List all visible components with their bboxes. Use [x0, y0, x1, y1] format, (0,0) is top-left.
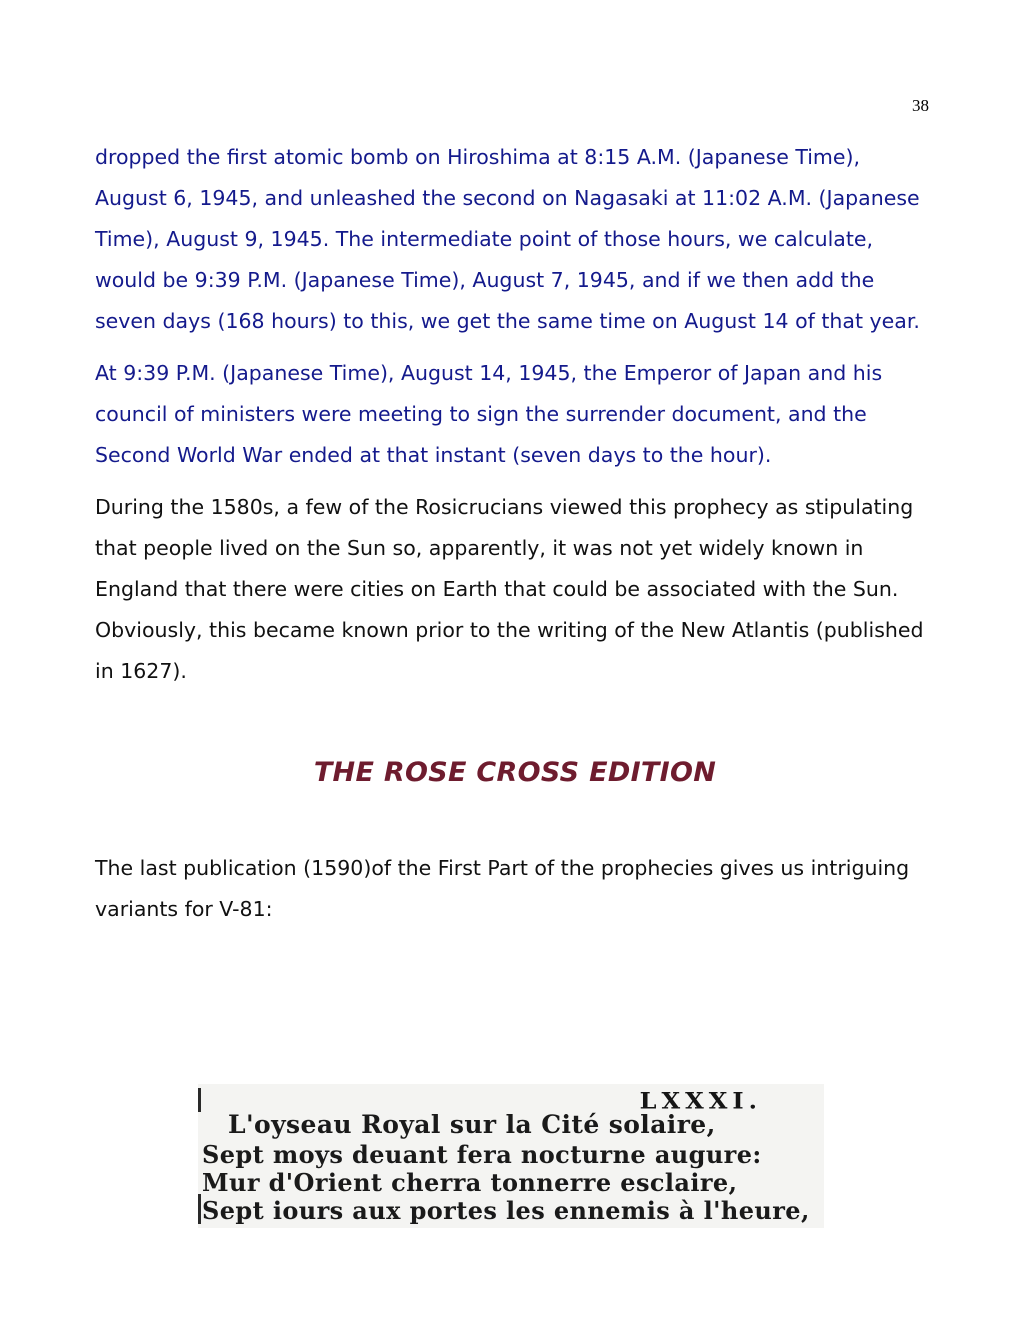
paragraph-last-publication: The last publication (1590)of the First Part of the prophecies gives us intriguing variants for V-81:	[95, 856, 910, 921]
paragraph-rosicrucians: During the 1580s, a few of the Rosicrucians viewed this prophecy as stipulating that people lived on the Sun so, apparently, it was not yet widely known in England that there were cities on Earth that could be associated with the Sun. Obviously, this became known prior to the writing of the New Atlantis (published in 1627).	[95, 495, 924, 683]
quatrain-line-1: L'oyseau Royal sur la Cité solaire,	[228, 1110, 716, 1139]
quatrain-scan-image	[198, 1084, 824, 1228]
margin-mark	[198, 1088, 201, 1112]
document-body	[95, 137, 935, 930]
quatrain-line-3: Mur d'Orient cherra tonnerre esclaire,	[202, 1168, 738, 1197]
paragraph-atomic-bombs: dropped the first atomic bomb on Hiroshima at 8:15 A.M. (Japanese Time), August 6, 1945, and unleashed the second on Nagasaki at 11:02 A.M. (Japanese Time), August 9, 1945. The intermediate point of those hours, we calculate, would be 9:39 P.M. (Japanese Time), August 7, 1945, and if we then add the seven days (168 hours) to this, we get the same time on August 14 of that year.	[95, 145, 920, 333]
quatrain-line-2: Sept moys deuant fera nocturne augure:	[202, 1140, 762, 1169]
quatrain-number: LXXXI.	[639, 1087, 762, 1114]
page-number: 38	[912, 96, 929, 115]
quatrain-line-4: Sept iours aux portes les ennemis à l'heure,	[202, 1196, 810, 1225]
section-heading: THE ROSE CROSS EDITION	[313, 757, 717, 788]
paragraph-war-ended: At 9:39 P.M. (Japanese Time), August 14, 1945, the Emperor of Japan and his council of ministers were meeting to sign the surrender document, and the Second World War ended at that instant (seven days to the hour).	[95, 361, 883, 467]
margin-mark	[198, 1194, 201, 1224]
